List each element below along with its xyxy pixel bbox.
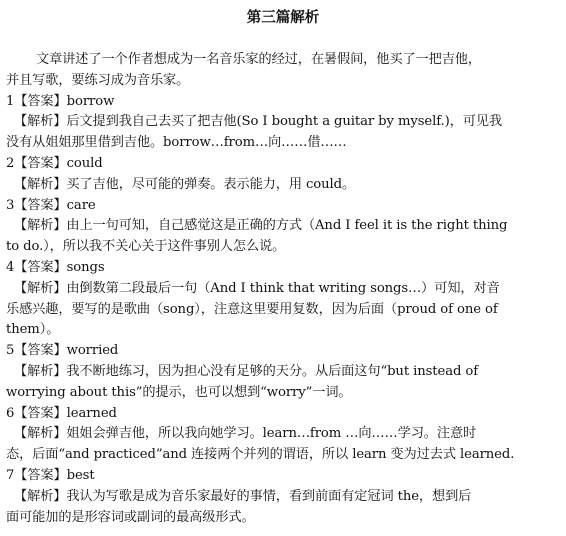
analysis-4-line-1: 【解析】由倒数第二段最后一句（And I think that writing songs…）可知，对音 xyxy=(14,280,500,296)
intro-line-1: 文章讲述了一个作者想成为一名音乐家的经过，在暑假间，他买了一把吉他， xyxy=(36,52,481,67)
answer-7: 7【答案】best xyxy=(6,467,95,483)
analysis-4-line-2: 乐感兴趣，要写的是歌曲（song），注意这里要用复数，因为后面（proud of one of xyxy=(6,301,498,317)
answer-6: 6【答案】learned xyxy=(6,405,117,421)
page-title: 第三篇解析 xyxy=(246,10,320,26)
intro-line-2: 并且写歌，要练习成为音乐家。 xyxy=(6,72,190,88)
answer-3: 3【答案】care xyxy=(6,197,96,213)
analysis-6-line-1: 【解析】姐姐会弹吉他，所以我向她学习。learn…from …向……学习。注意时 xyxy=(14,426,477,442)
analysis-7-line-2: 面可能加的是形容词或副词的最高级形式。 xyxy=(6,509,255,525)
answer-5: 5【答案】worried xyxy=(6,343,119,359)
analysis-1-line-2: 没有从姐姐那里借到吉他。borrow…from…向……借…… xyxy=(6,135,347,151)
analysis-5-line-2: worrying about this”的提示，也可以想到“worry”一词。 xyxy=(6,384,352,400)
analysis-4-line-3: them）。 xyxy=(6,322,60,338)
analysis-3-line-1: 【解析】由上一句可知，自己感觉这是正确的方式（And I feel it is the right thing xyxy=(14,218,508,234)
answer-1: 1【答案】borrow xyxy=(6,93,115,109)
analysis-2-line-1: 【解析】买了吉他，尽可能的弹奏。表示能力，用 could。 xyxy=(14,176,356,192)
answer-2: 2【答案】could xyxy=(6,155,103,171)
answer-4: 4【答案】songs xyxy=(6,259,105,275)
analysis-5-line-1: 【解析】我不断地练习，因为担心没有足够的天分。从后面这句“but instead of xyxy=(14,363,479,379)
analysis-3-line-2: to do.），所以我不关心关于这件事别人怎么说。 xyxy=(6,239,286,255)
analysis-7-line-1: 【解析】我认为写歌是成为音乐家最好的事情，看到前面有定冠词 the，想到后 xyxy=(14,488,472,504)
analysis-1-line-1: 【解析】后文提到我自己去买了把吉他(So I bought a guitar by myself.)，可见我 xyxy=(14,114,502,130)
analysis-6-line-2: 态，后面“and practiced”and 连接两个并列的谓语，所以 learn 变为过去式 learned. xyxy=(6,447,515,463)
